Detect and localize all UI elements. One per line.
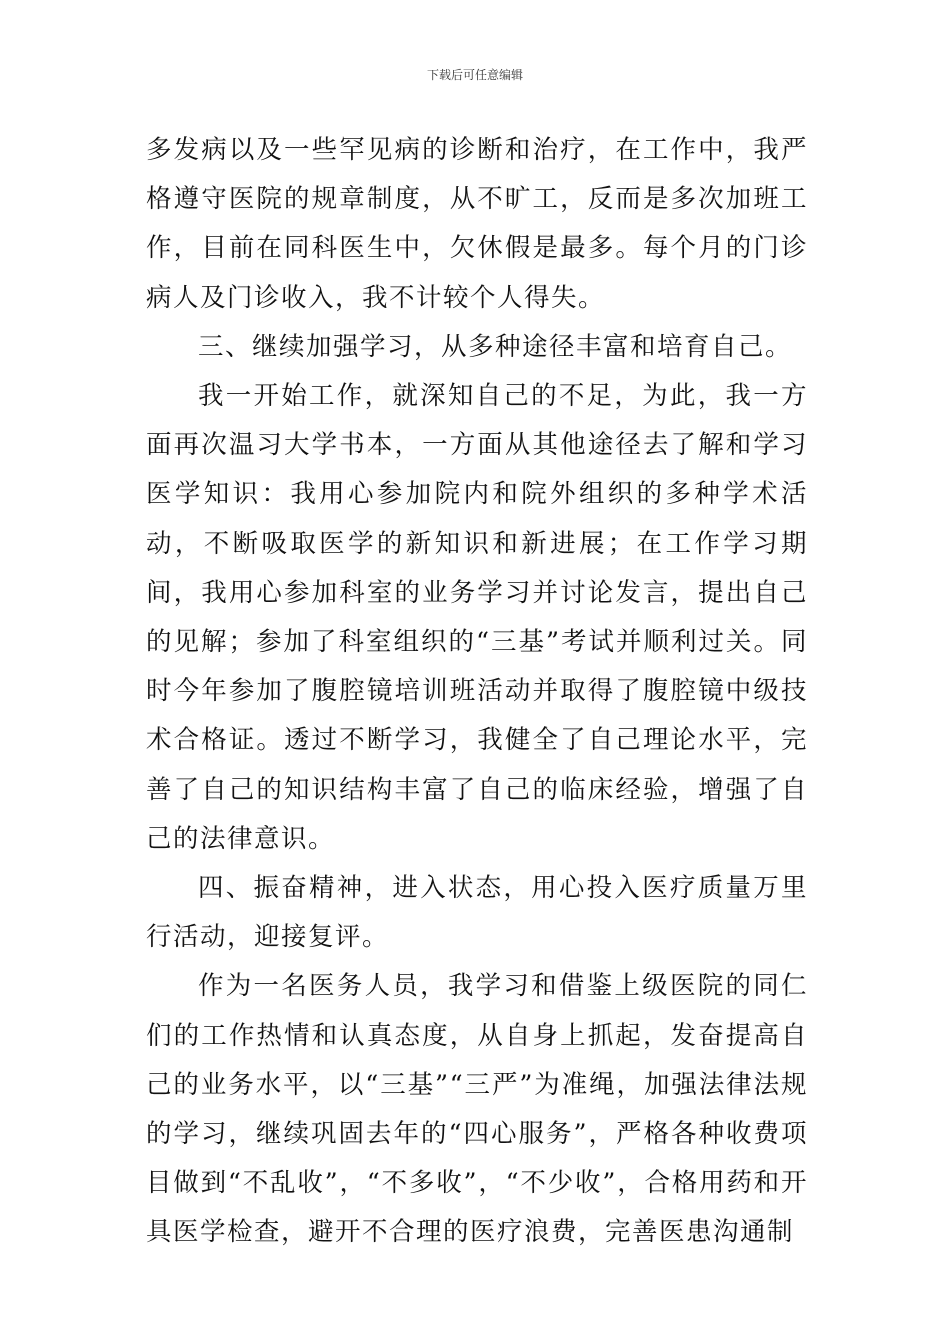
page-header: 下载后可任意编辑 [426, 68, 523, 82]
document-body [146, 126, 808, 1258]
section-heading-four: 四、振奋精神，进入状态，用心投入医疗质量万里行活动，迎接复评。 [146, 873, 808, 953]
paragraph-medical-staff: 作为一名医务人员，我学习和借鉴上级医院的同仁们的工作热情和认真态度，从自身上抓起，发奋提高自己的业务水平，以“三基”“三严”为准绳，加强法律法规的学习，继续巩固去年的“四心服务”，严格各种收费项目做到“不乱收”，“不多收”，“不少收”，合格用药和开具医学检查，避开不合理的医疗浪费，完善医患沟通制 [146, 971, 808, 1248]
paragraph-learning: 我一开始工作，就深知自己的不足，为此，我一方面再次温习大学书本，一方面从其他途径去了解和学习医学知识：我用心参加院内和院外组织的多种学术活动，不断吸取医学的新知识和新进展；在工作学习期间，我用心参加科室的业务学习并讨论发言，提出自己的见解；参加了科室组织的“三基”考试并顺利过关。同时今年参加了腹腔镜培训班活动并取得了腹腔镜中级技术合格证。透过不断学习，我健全了自己理论水平，完善了自己的知识结构丰富了自己的临床经验，增强了自己的法律意识。 [146, 381, 808, 854]
paragraph-continuation: 多发病以及一些罕见病的诊断和治疗，在工作中，我严格遵守医院的规章制度，从不旷工，反而是多次加班工作，目前在同科医生中，欠休假是最多。每个月的门诊病人及门诊收入，我不计较个人得失。 [146, 135, 808, 313]
section-heading-three: 三、继续加强学习，从多种途径丰富和培育自己。 [198, 331, 793, 362]
